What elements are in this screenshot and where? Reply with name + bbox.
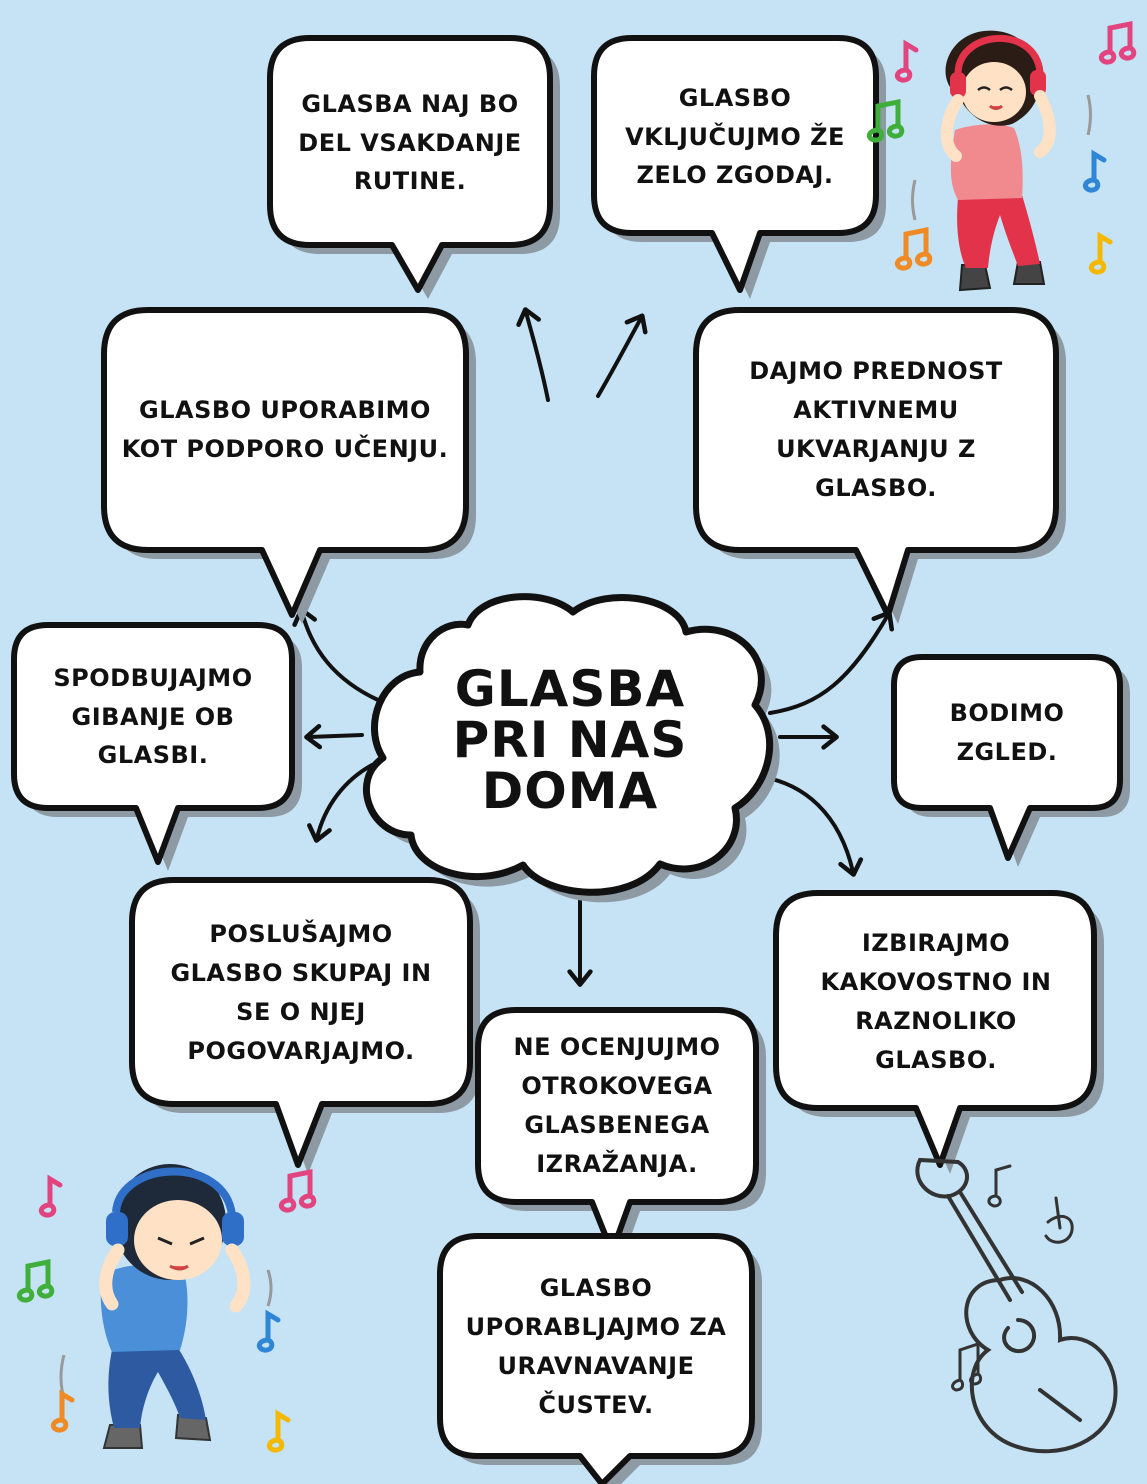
bubble-text-gibanje: SPODBUJAJMO GIBANJE OB GLASBI. — [53, 663, 253, 770]
arrow-to-gibanje — [309, 735, 362, 737]
music-note-icon — [897, 44, 916, 80]
music-note-icon — [1101, 24, 1133, 62]
bubble-text-izbirajmo: IZBIRAJMO KAKOVOSTNO IN RAZNOLIKO GLASBO. — [820, 929, 1052, 1074]
arrow-to-ucenje — [302, 612, 378, 700]
music-note-icon — [41, 1179, 60, 1215]
arrow-to-izbirajmo — [756, 776, 853, 872]
bubble-text-rutina: GLASBA NAJ BO DEL VSAKDANJE RUTINE. — [298, 89, 522, 196]
arrow-to-poslusajmo — [317, 765, 372, 838]
music-note-icon — [1085, 154, 1104, 190]
girl-headphones-illustration — [913, 31, 1091, 290]
music-note-icon — [281, 1172, 313, 1210]
music-note-icon — [269, 1414, 288, 1450]
bubble-text-ucenje: GLASBO UPORABIMO KOT PODPORO UČENJU. — [121, 396, 449, 463]
bubble-text-ne-ocenjujmo: NE OCENJUJMO OTROKOVEGA GLASBENEGA IZRAŽANJA. — [513, 1033, 721, 1178]
central-title-line-3: DOMA — [481, 761, 659, 820]
bubble-text-aktivno: DAJMO PREDNOST AKTIVNEMU UKVARJANJU Z GLASBO. — [749, 357, 1003, 502]
bubble-text-zgled: BODIMO ZGLED. — [949, 699, 1065, 766]
music-note-icon — [897, 230, 929, 268]
arrow-to-rutina — [526, 312, 548, 400]
arrow-to-zgodaj — [598, 318, 641, 396]
central-title — [400, 650, 740, 830]
music-note-icon — [53, 1394, 72, 1430]
bubble-text-custva: GLASBO UPORABLJAJMO ZA URAVNAVANJE ČUSTEV. — [465, 1274, 727, 1419]
bubble-text-poslusajmo: POSLUŠAJMO GLASBO SKUPAJ IN SE O NJEJ POGOVARJAJMO. — [170, 920, 432, 1065]
guitar-doodle-icon — [917, 1160, 1115, 1451]
bubble-text-zgodaj: GLASBO VKLJUČUJMO ŽE ZELO ZGODAJ. — [625, 83, 845, 190]
music-note-icon — [259, 1314, 278, 1350]
central-title-line-1: GLASBA — [454, 659, 686, 718]
arrow-to-aktivno — [770, 615, 888, 713]
boy-headphones-illustration — [61, 1164, 271, 1448]
music-note-icon — [19, 1262, 51, 1300]
central-title-line-2: PRI NAS — [452, 710, 688, 769]
music-note-icon — [1091, 236, 1110, 272]
